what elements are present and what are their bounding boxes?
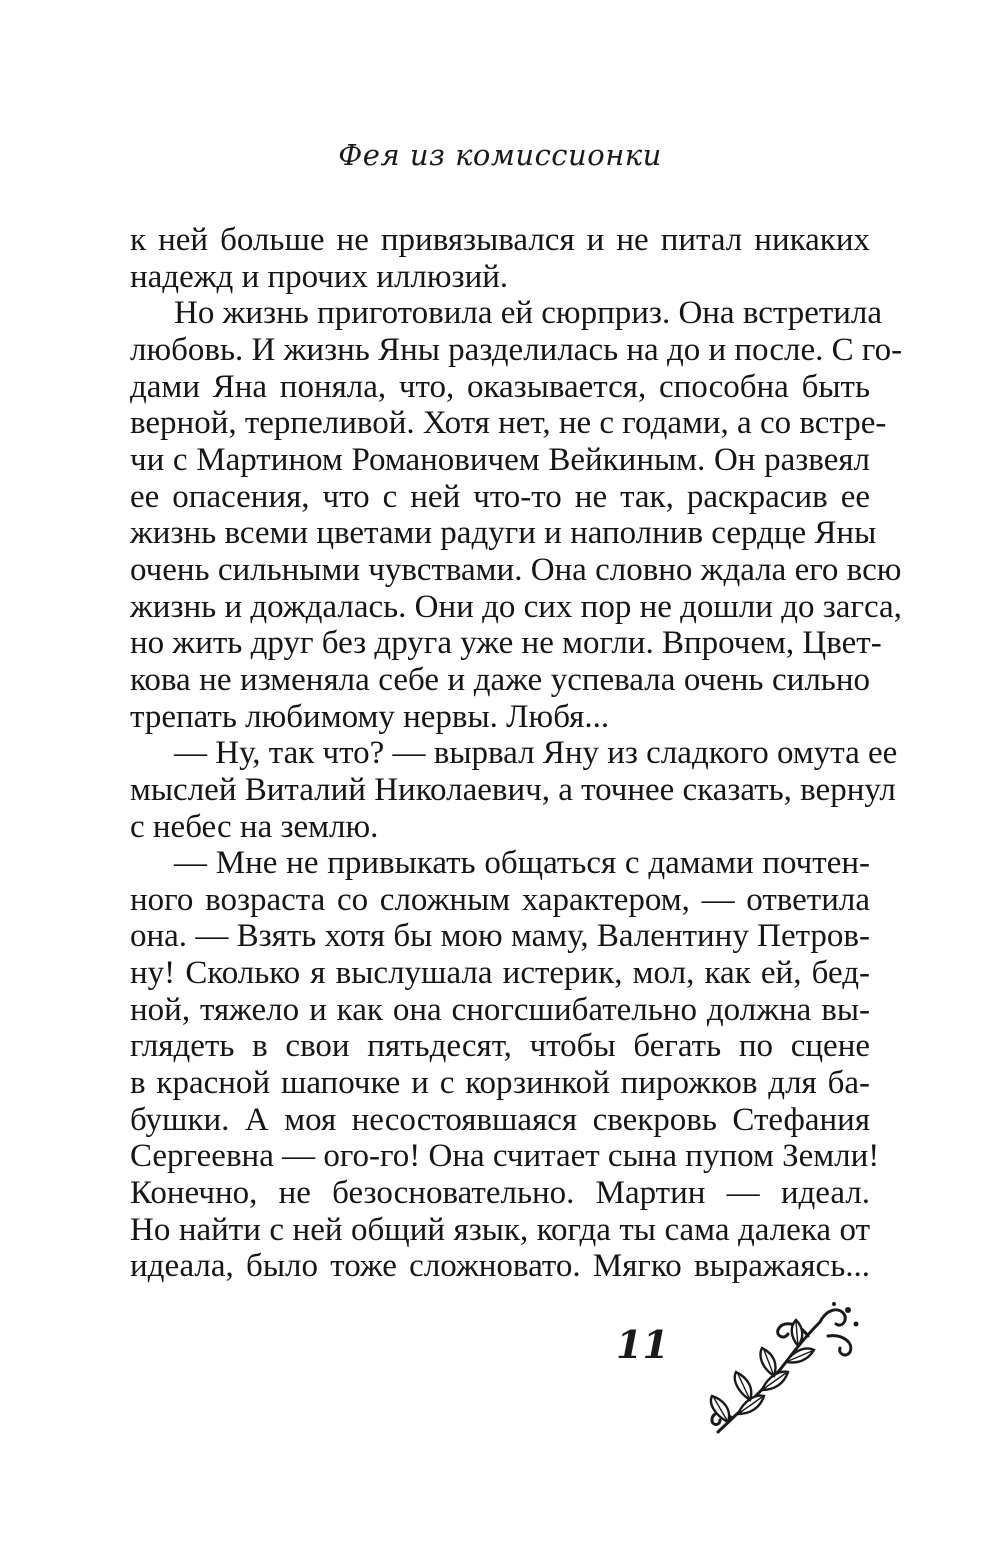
- text-line: Но найти с ней общий язык, когда ты сама далека от: [130, 1211, 870, 1248]
- text-line: — Ну, так что? — вырвал Яну из сладкого омута ее: [174, 735, 898, 772]
- text-line: но жить друг без друга уже не могли. Впрочем, Цвет-: [130, 625, 882, 662]
- text-line: — Мне не привыкать общаться с дамами почтен-: [174, 845, 870, 882]
- text-line: ного возраста со сложным характером, — ответила: [130, 881, 870, 918]
- text-line: кова не изменяла себе и даже успевала очень сильно: [130, 661, 870, 698]
- text-line: Сергеевна — ого-го! Она считает сына пупом Земли!: [130, 1138, 880, 1175]
- text-line: она. — Взять хотя бы мою маму, Валентину Петров-: [130, 918, 870, 955]
- text-line: Конечно, не безосновательно. Мартин — идеал.: [130, 1175, 870, 1212]
- floral-vine-ornament-icon: [698, 1296, 868, 1446]
- text-line: к ней больше не привязывался и не питал никаких: [130, 222, 870, 258]
- text-line: глядеть в свои пятьдесят, чтобы бегать по сцене: [130, 1028, 870, 1065]
- text-line: в красной шапочке и с корзинкой пирожков для ба-: [130, 1065, 870, 1102]
- text-line: мыслей Виталий Николаевич, а точнее сказать, вернул: [130, 771, 896, 808]
- text-line: трепать любимому нервы. Любя...: [130, 698, 610, 735]
- text-line: любовь. И жизнь Яны разделилась на до и после. С го-: [130, 331, 903, 368]
- text-line: верной, терпеливой. Хотя нет, не с годами, а со встре-: [130, 405, 887, 442]
- body-text: [130, 222, 903, 1285]
- text-line: дами Яна поняла, что, оказывается, способна быть: [130, 368, 870, 405]
- text-line: ну! Сколько я выслушала истерик, мол, как ей, бед-: [130, 955, 870, 992]
- text-line: жизнь и дождалась. Они до сих пор не дошли до загса,: [130, 588, 902, 625]
- text-line: жизнь всеми цветами радуги и наполнив сердце Яны: [130, 515, 877, 552]
- text-line: с небес на землю.: [130, 808, 379, 845]
- text-line: чи с Мартином Романовичем Вейкиным. Он развеял: [130, 441, 870, 478]
- text-line: очень сильными чувствами. Она словно ждала его всю: [130, 551, 902, 588]
- running-head: Фея из комиссионки: [338, 138, 662, 172]
- text-line: бушки. А моя несостоявшаяся свекровь Стефания: [130, 1101, 870, 1138]
- text-line: Но жизнь приготовила ей сюрприз. Она встретила: [174, 295, 883, 332]
- text-line: ее опасения, что с ней что-то не так, раскрасив ее: [130, 478, 870, 515]
- text-line: надежд и прочих иллюзий.: [130, 258, 509, 295]
- text-line: ной, тяжело и как она сногсшибательно должна вы-: [130, 991, 870, 1028]
- text-line: идеала, было тоже сложновато. Мягко выражаясь...: [130, 1248, 870, 1285]
- page-number: 11: [616, 1322, 669, 1367]
